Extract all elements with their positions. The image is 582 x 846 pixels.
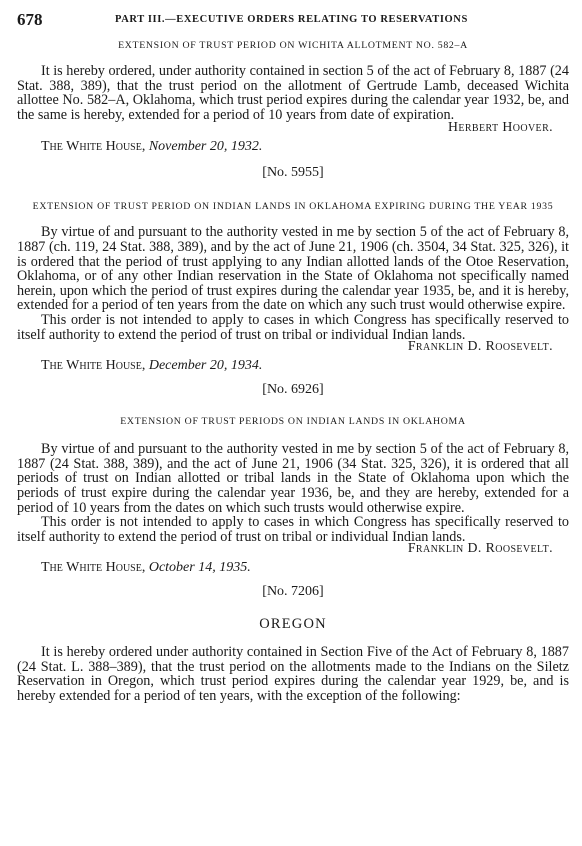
order-paragraph: By virtue of and pursuant to the authority vested in me by section 5 of the act of February 8, 1887 (24 Stat. 388, 389), and the act of June 21, 1906 (34 Stat. 325, 326), it is ordered that all periods of trust on Indian allotted or tribal lands in the State of Oklahoma upon which the periods of trust expire during the calendar year 1936, be, and they are hereby, extended for a period of 10 years from the dates on which such trusts would otherwise expire. — [17, 441, 569, 516]
place-date — [17, 560, 569, 576]
running-title: PART III.—EXECUTIVE ORDERS RELATING TO RESERVATIONS — [115, 14, 468, 25]
order-section-wichita — [17, 40, 569, 181]
order-paragraph: This order is not intended to apply to cases in which Congress has specifically reserved to itself authority to extend the period of trust on tribal or individual Indian lands. — [17, 514, 569, 545]
place-date — [17, 139, 569, 155]
page-number: 678 — [17, 10, 43, 29]
order-number: [No. 5955] — [262, 165, 324, 181]
date: November 20, 1932. — [148, 139, 263, 155]
order-number: [No. 7206] — [262, 584, 324, 600]
date: December 20, 1934. — [148, 358, 263, 374]
document-page — [17, 10, 569, 704]
page-header — [17, 10, 569, 36]
section-title: EXTENSION OF TRUST PERIOD ON WICHITA ALLOTMENT NO. 582–A — [118, 40, 468, 51]
order-paragraph: It is hereby ordered under authority contained in Section Five of the Act of February 8, 1887 (24 Stat. L. 388–389), that the trust period on the allotments made to the Indians on the Siletz Reservation in Oregon, which trust period expires during the calendar year 1929, be, and is hereby extended for a period of ten years, with the exception of the following: — [17, 644, 569, 705]
section-title: EXTENSION OF TRUST PERIODS ON INDIAN LANDS IN OKLAHOMA — [120, 416, 466, 428]
signature: Herbert Hoover. — [447, 119, 553, 135]
order-number: [No. 6926] — [262, 382, 324, 398]
section-heading: OREGON — [259, 616, 327, 633]
order-paragraph: This order is not intended to apply to cases in which Congress has specifically reserved to itself authority to extend the period of trust on tribal or individual Indian lands. — [17, 311, 569, 343]
order-section-oklahoma-1935 — [17, 201, 569, 398]
order-paragraph: It is hereby ordered, under authority contained in section 5 of the act of February 8, 1887 (24 Stat. 388, 389), that the trust period on the allotment of Gertrude Lamb, deceased Wichita allottee No. 582–A, Oklahoma, which trust period expires during the calendar year 1932, be, and the same is hereby, extended for a period of 10 years from date of expiration. — [17, 63, 569, 123]
signature: Franklin D. Roosevelt. — [407, 540, 553, 556]
order-paragraph: By virtue of and pursuant to the authority vested in me by section 5 of the act of February 8, 1887 (ch. 119, 24 Stat. 388, 389), and by the act of June 21, 1906 (ch. 3504, 34 Stat. 325, 326), it is ordered that the period of trust applying to any Indian allotted lands of the Otoe Reservation, Oklahoma, or of any other Indian reservation in the State of Oklahoma not specifically named herein, upon which the period of trust expires during the calendar year 1935, be, and it is hereby, extended for a period of ten years from the date on which any such trust would otherwise expire. — [17, 224, 569, 314]
signature: Franklin D. Roosevelt. — [407, 338, 553, 354]
date: October 14, 1935. — [148, 560, 251, 576]
section-title: EXTENSION OF TRUST PERIOD ON INDIAN LANDS IN OKLAHOMA EXPIRING DURING THE YEAR 1935 — [32, 201, 554, 213]
place: The White House, — [41, 139, 146, 155]
oregon-section — [17, 616, 569, 703]
place-date — [17, 358, 569, 374]
order-section-oklahoma-1936 — [17, 416, 569, 600]
place: The White House, — [41, 358, 146, 374]
place: The White House, — [41, 560, 146, 576]
